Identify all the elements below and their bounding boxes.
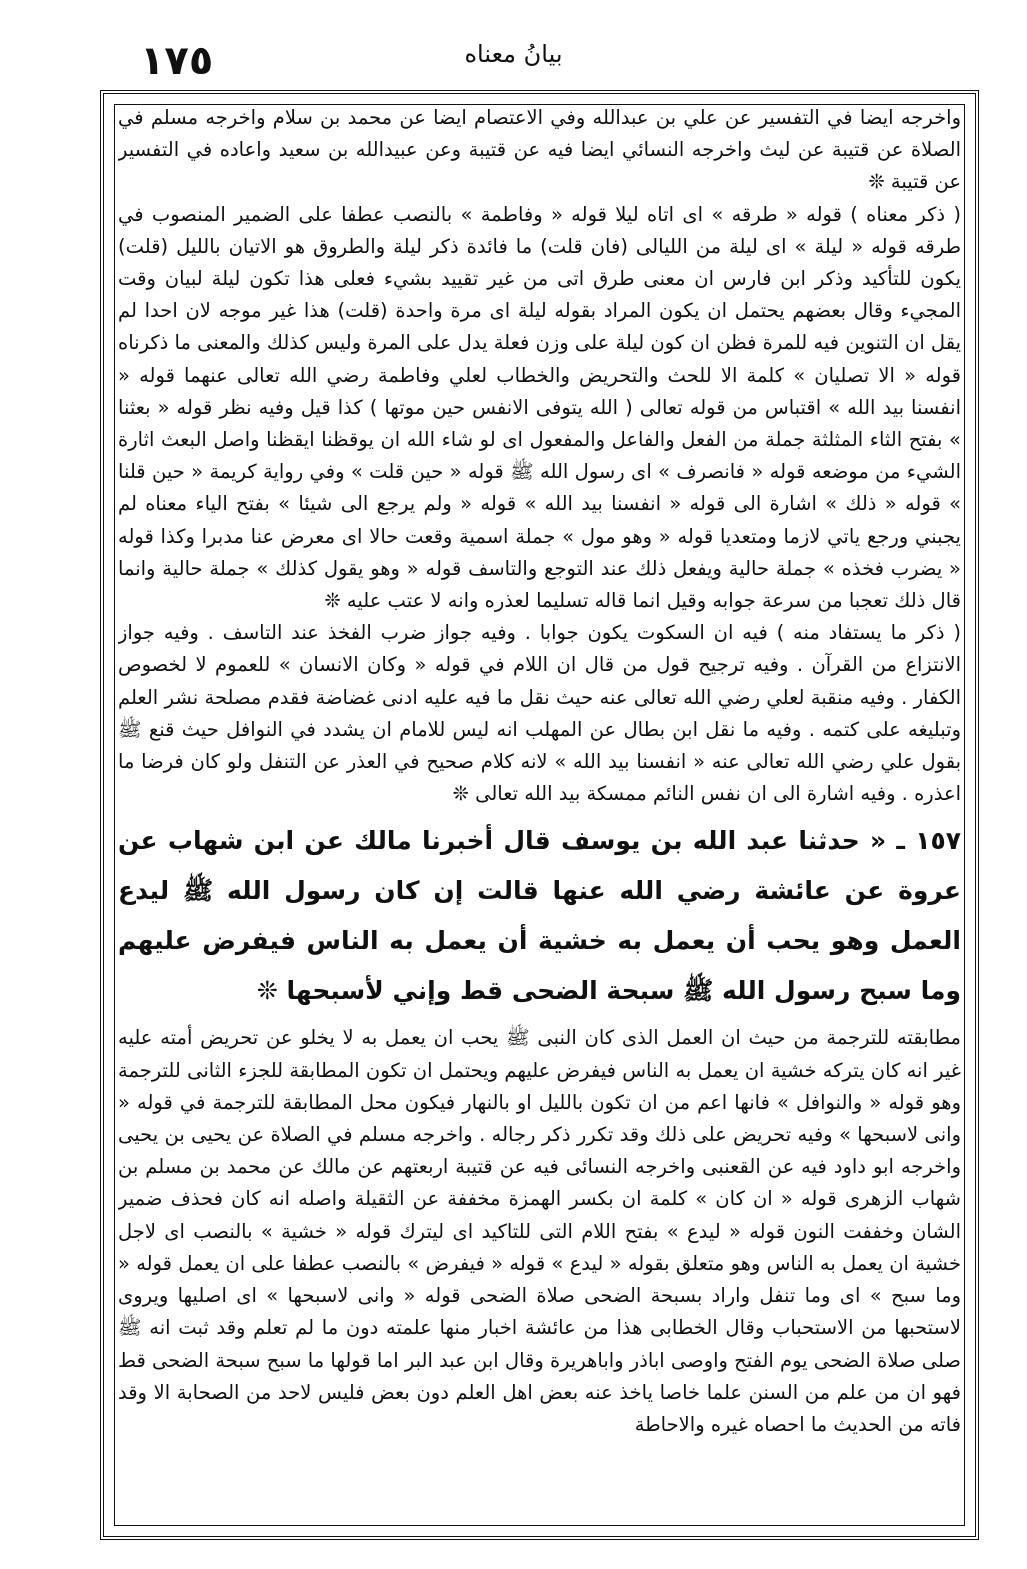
paragraph-meaning: ( ذكر معناه ) قوله « طرقه » اى اتاه ليلا قوله « وفاطمة » بالنصب عطفا على الضمير المنصوب في طرقه قوله « ليلة » اى ليلة من الليالى (فان قلت) ما فائدة ذكر ليلة والطروق هو الاتيان بالليل (قلت) يكون للتأكيد وذكر ابن فارس ان معنى طرق اتى من غير تقييد بشيء فعلى هذا تكون ليلة لبيان وقت المجيء وقال بعضهم يحتمل ان يكون المراد بقوله ليلة اى مرة واحدة (قلت) هذا غير موجه لان احدا لم يقل ان التنوين فيه للمرة فظن ان كون ليلة على وزن فعلة يدل على المرة وليس كذلك والمعنى ما ذكرناه قوله « الا تصليان » كلمة الا للحث والتحريض والخطاب لعلي وفاطمة رضي الله تعالى عنهما قوله « انفسنا بيد الله » اقتباس من قوله تعالى ( الله يتوفى الانفس حين موتها ) كذا قيل وفيه نظر قوله « بعثنا » بفتح الثاء المثلثة جملة من الفعل والفاعل والمفعول اى لو شاء الله ان يوقظنا ايقظنا واصل البعث اثارة الشيء من موضعه قوله « فانصرف » اى رسول الله ﷺ قوله « حين قلت » وفي رواية كريمة « حين قلنا » قوله « ذلك » اشارة الى قوله « انفسنا بيد الله » قوله « ولم يرجع الى شيئا » بفتح الياء معناه لم يجبني ورجع ياتي لازما ومتعديا قوله « وهو مول » جملة اسمية وقعت حالا اى معرض عنا مدبرا وكذا قوله « يضرب فخذه » جملة حالية ويفعل ذلك عند التوجع والتاسف قوله « وهو يقول كذلك » جملة حالية وانما قال ذلك تعجبا من سرعة جوابه وقيل انما قاله تسليما لعذره وانه لا عتب عليه ❊ xyxy=(118,202,961,613)
running-title: بيانُ معناه xyxy=(464,40,563,68)
page-header xyxy=(0,0,1027,92)
paragraph-sources: واخرجه ايضا في التفسير عن علي بن عبدالله وفي الاعتصام ايضا عن محمد بن سلام واخرجه مسلم في الصلاة عن قتيبة عن ليث واخرجه النسائي ايضا فيه عن قتيبة وعن عبيدالله بن سعيد واعاده في التفسير عن قتيبة ❊ xyxy=(118,106,961,194)
page-number: ١٧٥ xyxy=(140,38,214,84)
paragraph-commentary: مطابقته للترجمة من حيث ان العمل الذى كان النبى ﷺ يحب ان يعمل به لا يخلو عن تحريض أمته عليه غير انه كان يتركه خشية ان يعمل به الناس فيفرض عليهم ويحتمل ان تكون المطابقة للجزء الثانى للترجمة وهو قوله « والنوافل » فانها اعم من ان تكون بالليل او بالنهار فيكون محل المطابقة للترجمة في قوله « وانى لاسبحها » وفيه تحريض على ذلك وقد تكرر ذكر رجاله . واخرجه مسلم في الصلاة عن يحيى بن يحيى واخرجه ابو داود فيه عن القعنبى واخرجه النسائى فيه عن قتيبة اربعتهم عن مالك عن محمد بن مسلم بن شهاب الزهرى قوله « ان كان » كلمة ان بكسر الهمزة مخففة عن الثقيلة واصله انه كان فحذف ضمير الشان وخففت النون قوله « ليدع » بفتح اللام التى للتاكيد اى ليترك قوله « خشية » بالنصب اى لاجل خشية ان يعمل به الناس وهو متعلق بقوله « ليدع » قوله « فيفرض » بالنصب عطفا على ان يعمل قوله « وما سبح » اى وما تنفل واراد بسبحة الضحى صلاة الضحى قوله « وانى لاسبحها » اى اصليها ويروى لاستحبها من الاستحباب وقال الخطابى هذا من عائشة اخبار منها علمته دون ما لم تعلم وقد ثبت انه ﷺ صلى صلاة الضحى يوم الفتح واوصى اباذر واباهريرة وقال ابن عبد البر اما قولها ما سبح سبحة الضحى قط فهو ان من علم من السنن علما خاصا ياخذ عنه بعض اهل العلم دون بعض فليس لاحد من الصحابة الا وقد فاته من الحديث ما احصاه غيره والاحاطة xyxy=(118,1026,961,1436)
page-body xyxy=(118,102,961,1528)
hadith-text: ١٥٧ ـ « حدثنا عبد الله بن يوسف قال أخبرنا مالك عن ابن شهاب عن عروة عن عائشة رضي الله عنها قالت إن كان رسول الله ﷺ ليدع العمل وهو يحب أن يعمل به خشية أن يعمل به الناس فيفرض عليهم وما سبح رسول الله ﷺ سبحة الضحى قط وإني لأسبحها ❊ xyxy=(118,826,961,1006)
paragraph-benefits: ( ذكر ما يستفاد منه ) فيه ان السكوت يكون جوابا . وفيه جواز ضرب الفخذ عند التاسف . وفيه جواز الانتزاع من القرآن . وفيه ترجيح قول من قال ان اللام في قوله « وكان الانسان » للعموم لا لخصوص الكفار . وفيه منقبة لعلي رضي الله تعالى عنه حيث نقل ما فيه عليه ادنى غضاضة فقدم مصلحة نشر العلم وتبليغه على كتمه . وفيه ما نقل ابن بطال عن المهلب انه ليس للامام ان يشدد في النوافل حيث قنع ﷺ بقول علي رضي الله تعالى عنه « انفسنا بيد الله » لانه كلام صحيح في العذر عن التنفل ولو كان فرضا ما اعذره . وفيه اشارة الى ان نفس النائم ممسكة بيد الله تعالى ❊ xyxy=(118,621,961,806)
page-frame xyxy=(100,90,979,1540)
